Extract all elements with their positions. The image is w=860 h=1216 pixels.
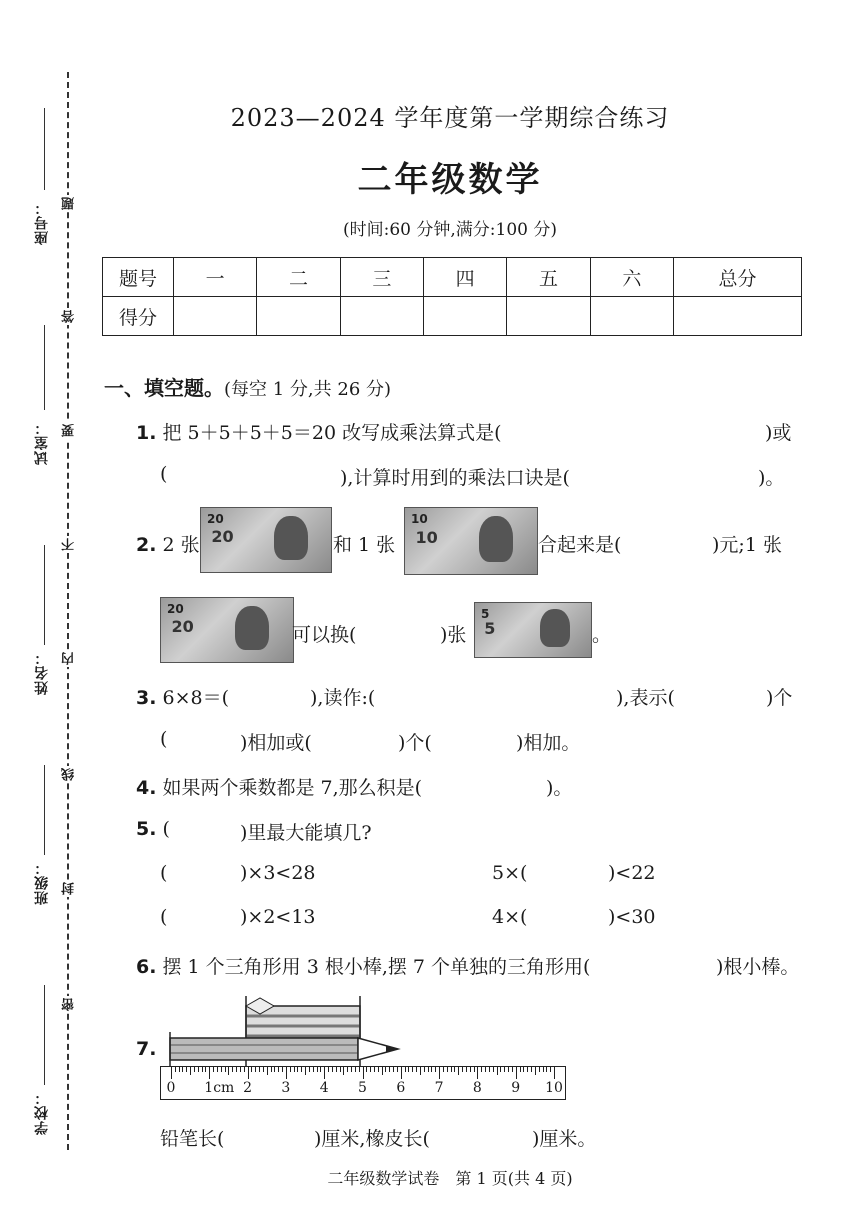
ruler-tick — [221, 1067, 222, 1072]
ruler-tick — [313, 1067, 314, 1072]
ruler-tick — [278, 1067, 279, 1072]
ruler-tick — [378, 1067, 379, 1072]
time-note: (时间:60 分钟,满分:100 分) — [342, 220, 557, 240]
ruler-tick — [294, 1067, 295, 1072]
score-cell: 二 — [257, 258, 340, 297]
ruler-tick — [401, 1067, 402, 1079]
ruler-label: 3 — [281, 1080, 291, 1096]
ruler-label: 2 — [243, 1080, 253, 1096]
ruler-tick — [493, 1067, 494, 1072]
ruler-label: 0 — [166, 1080, 176, 1096]
ruler-tick — [474, 1067, 475, 1072]
q1-text: ),计算时用到的乘法口诀是( — [340, 467, 570, 489]
q3-number: 3. — [136, 687, 157, 709]
q5-item: 5×( — [492, 862, 528, 884]
ruler-tick — [397, 1067, 398, 1072]
score-input-cell[interactable] — [174, 297, 257, 336]
ruler-tick — [546, 1067, 547, 1072]
ruler-tick — [420, 1067, 421, 1075]
ruler-tick — [255, 1067, 256, 1072]
q1-text: ( — [160, 463, 168, 485]
banknote-value: 20 — [167, 602, 184, 616]
score-input-cell[interactable] — [590, 297, 673, 336]
ruler-tick — [240, 1067, 241, 1072]
ruler-tick — [382, 1067, 383, 1075]
ruler-label: 6 — [396, 1080, 406, 1096]
seal-word: 封 — [62, 882, 77, 895]
seal-word: 不 — [62, 538, 77, 551]
ruler-tick — [236, 1067, 237, 1072]
q7-answer: )厘米。 — [532, 1128, 597, 1150]
ruler-tick — [527, 1067, 528, 1072]
ruler-tick — [512, 1067, 513, 1072]
q5-item: )<22 — [608, 862, 656, 884]
ruler-tick — [481, 1067, 482, 1072]
q5-number: 5. — [136, 818, 157, 840]
q6-text: )根小棒。 — [716, 956, 800, 978]
q2-line1 — [136, 530, 200, 557]
ruler-tick — [355, 1067, 356, 1072]
ruler-tick — [363, 1067, 364, 1079]
q5-line — [136, 818, 170, 840]
ruler-tick — [213, 1067, 214, 1072]
q3-line1 — [136, 683, 229, 710]
ruler-tick — [297, 1067, 298, 1072]
exam-room-label: 试室： — [34, 420, 50, 465]
ruler — [160, 1066, 566, 1100]
ruler-label: 9 — [511, 1080, 521, 1096]
ruler-tick — [259, 1067, 260, 1072]
ruler-tick — [228, 1067, 229, 1075]
score-cell: 一 — [174, 258, 257, 297]
section-note: (每空 1 分,共 26 分) — [224, 379, 392, 400]
seal-word: 答 — [62, 310, 77, 323]
score-input-cell[interactable] — [674, 297, 802, 336]
ruler-tick — [370, 1067, 371, 1072]
ruler-tick — [408, 1067, 409, 1072]
ruler-label: 10 — [545, 1080, 563, 1096]
score-cell: 三 — [340, 258, 423, 297]
ruler-tick — [435, 1067, 436, 1072]
ruler-tick — [439, 1067, 440, 1079]
ruler-tick — [340, 1067, 341, 1072]
school-line — [44, 985, 45, 1085]
exam-room-line — [44, 325, 45, 410]
ruler-tick — [309, 1067, 310, 1072]
class-label: 班级： — [34, 860, 50, 905]
ruler-tick — [466, 1067, 467, 1072]
banknote-value: 5 — [484, 619, 496, 639]
ruler-tick — [443, 1067, 444, 1072]
page-footer: 二年级数学试卷 第 1 页(共 4 页) — [327, 1169, 573, 1188]
q1-text: )或 — [765, 422, 792, 444]
ruler-tick — [301, 1067, 302, 1072]
q5-item: )<30 — [608, 906, 656, 928]
ruler-tick — [267, 1067, 268, 1075]
q5-item: ( — [160, 862, 168, 884]
ruler-tick — [232, 1067, 233, 1072]
q2-text: 和 1 张 — [333, 534, 396, 556]
q2-text: )元;1 张 — [712, 534, 782, 556]
ruler-tick — [217, 1067, 218, 1072]
q4-text: )。 — [546, 777, 573, 799]
ruler-tick — [447, 1067, 448, 1072]
ruler-tick — [274, 1067, 275, 1072]
subject-title: 二年级数学 — [357, 160, 543, 200]
ruler-tick — [332, 1067, 333, 1072]
ruler-tick — [535, 1067, 536, 1075]
ruler-tick — [550, 1067, 551, 1072]
banknote-10-image — [404, 507, 538, 575]
q6-line — [136, 952, 590, 979]
banknote-value: 5 — [481, 607, 490, 621]
q5-item: )×2<13 — [240, 906, 316, 928]
ruler-tick — [489, 1067, 490, 1072]
seal-word: 要 — [62, 424, 77, 437]
ruler-tick — [248, 1067, 249, 1079]
ruler-tick — [290, 1067, 291, 1072]
q5-item: )×3<28 — [240, 862, 316, 884]
seal-word: 内 — [62, 652, 77, 665]
ruler-tick — [412, 1067, 413, 1072]
seal-word: 线 — [62, 768, 77, 781]
q7-number: 7. — [136, 1038, 157, 1060]
ruler-tick — [194, 1067, 195, 1072]
ruler-tick — [500, 1067, 501, 1072]
q5-item: ( — [160, 906, 168, 928]
seal-word: 题 — [62, 197, 77, 210]
ruler-tick — [554, 1067, 555, 1079]
score-cell: 总分 — [674, 258, 802, 297]
q4-line — [136, 773, 422, 800]
q1-text: 把 5＋5＋5＋5＝20 改写成乘法算式是( — [162, 422, 502, 444]
q6-number: 6. — [136, 956, 157, 978]
ruler-tick — [186, 1067, 187, 1072]
banknote-20-image — [200, 507, 332, 573]
ruler-tick — [343, 1067, 344, 1075]
ruler-tick — [428, 1067, 429, 1072]
q1-line1 — [136, 418, 502, 445]
ruler-tick — [359, 1067, 360, 1072]
exam-year-title: 2023—2024 学年度第一学期综合练习 — [230, 104, 670, 132]
ruler-tick — [516, 1067, 517, 1079]
ruler-tick — [317, 1067, 318, 1072]
ruler-tick — [504, 1067, 505, 1072]
q7-answer: 铅笔长( — [160, 1128, 225, 1150]
ruler-tick — [462, 1067, 463, 1072]
banknote-5-image — [474, 602, 592, 658]
banknote-value: 20 — [207, 512, 224, 526]
score-cell: 六 — [590, 258, 673, 297]
ruler-tick — [244, 1067, 245, 1072]
score-cell: 题号 — [103, 258, 174, 297]
ruler-label: 5 — [358, 1080, 367, 1096]
section-title: 一、填空题。 — [104, 376, 224, 400]
q3-text: )个 — [766, 687, 793, 709]
banknote-value: 20 — [171, 617, 194, 637]
ruler-tick — [416, 1067, 417, 1072]
q3-text: 6×8＝( — [162, 687, 230, 709]
ruler-tick — [531, 1067, 532, 1072]
ruler-tick — [366, 1067, 367, 1072]
seal-word: 密 — [62, 998, 77, 1011]
seat-number-label: 座号： — [34, 200, 50, 245]
score-cell: 四 — [423, 258, 506, 297]
ruler-label: 8 — [472, 1080, 482, 1096]
banknote-value: 10 — [415, 527, 438, 547]
score-table-header-row — [103, 258, 802, 297]
ruler-tick — [263, 1067, 264, 1072]
ruler-tick — [179, 1067, 180, 1072]
ruler-tick — [393, 1067, 394, 1072]
score-cell: 得分 — [103, 297, 174, 336]
ruler-tick — [198, 1067, 199, 1072]
ruler-tick — [282, 1067, 283, 1072]
ruler-tick — [251, 1067, 252, 1072]
name-line — [44, 545, 45, 645]
name-label: 姓名： — [34, 650, 50, 695]
q1-text: )。 — [758, 467, 785, 489]
score-table-score-row — [103, 297, 802, 336]
ruler-tick — [209, 1067, 210, 1079]
pencil-eraser-figure — [160, 996, 580, 1068]
ruler-label: 4 — [319, 1080, 329, 1096]
ruler-tick — [336, 1067, 337, 1072]
q4-text: 如果两个乘数都是 7,那么积是( — [162, 777, 423, 799]
ruler-tick — [182, 1067, 183, 1072]
score-table — [102, 257, 802, 336]
ruler-tick — [385, 1067, 386, 1072]
ruler-tick — [324, 1067, 325, 1079]
q4-number: 4. — [136, 777, 157, 799]
ruler-tick — [389, 1067, 390, 1072]
q2-text: 。 — [592, 624, 612, 646]
ruler-tick — [175, 1067, 176, 1072]
q3-text: ),读作:( — [310, 687, 376, 709]
ruler-tick — [202, 1067, 203, 1072]
q2-text: 合起来是( — [538, 534, 622, 556]
ruler-tick — [225, 1067, 226, 1072]
school-label: 学校： — [34, 1090, 50, 1135]
ruler-tick — [205, 1067, 206, 1072]
ruler-tick — [497, 1067, 498, 1075]
q6-text: 摆 1 个三角形用 3 根小棒,摆 7 个单独的三角形用( — [162, 956, 591, 978]
ruler-tick — [405, 1067, 406, 1072]
ruler-tick — [320, 1067, 321, 1072]
ruler-tick — [347, 1067, 348, 1072]
q7-answer: )厘米,橡皮长( — [314, 1128, 430, 1150]
ruler-tick — [543, 1067, 544, 1072]
q2-text: )张 — [440, 624, 467, 646]
ruler-tick — [351, 1067, 352, 1072]
ruler-label: 1cm — [204, 1080, 235, 1096]
class-line — [44, 765, 45, 855]
banknote-value: 10 — [411, 512, 428, 526]
score-input-cell[interactable] — [423, 297, 506, 336]
ruler-tick — [271, 1067, 272, 1072]
banknote-value: 20 — [211, 527, 234, 547]
q2-number: 2. — [136, 534, 157, 556]
score-cell: 五 — [507, 258, 590, 297]
q5-text: ( — [162, 818, 170, 840]
banknote-20-image — [160, 597, 294, 663]
ruler-tick — [171, 1067, 172, 1079]
ruler-tick — [470, 1067, 471, 1072]
ruler-tick — [328, 1067, 329, 1072]
ruler-tick — [520, 1067, 521, 1072]
ruler-tick — [190, 1067, 191, 1075]
ruler-tick — [523, 1067, 524, 1072]
q3-text: ( — [160, 728, 168, 750]
ruler-tick — [454, 1067, 455, 1072]
section-heading — [104, 372, 391, 401]
score-input-cell[interactable] — [257, 297, 340, 336]
ruler-tick — [477, 1067, 478, 1079]
ruler-tick — [458, 1067, 459, 1075]
ruler-tick — [286, 1067, 287, 1079]
q2-text: 可以换( — [292, 624, 357, 646]
score-input-cell[interactable] — [507, 297, 590, 336]
q3-text: ),表示( — [616, 687, 675, 709]
ruler-tick — [431, 1067, 432, 1072]
ruler-tick — [539, 1067, 540, 1072]
q1-number: 1. — [136, 422, 157, 444]
q5-text: )里最大能填几? — [240, 822, 372, 844]
ruler-tick — [424, 1067, 425, 1072]
q3-text: )个( — [398, 732, 432, 754]
q5-item: 4×( — [492, 906, 528, 928]
score-input-cell[interactable] — [340, 297, 423, 336]
q2-text: 2 张 — [162, 534, 200, 556]
ruler-tick — [305, 1067, 306, 1075]
ruler-tick — [485, 1067, 486, 1072]
q3-text: )相加或( — [240, 732, 312, 754]
ruler-tick — [508, 1067, 509, 1072]
ruler-tick — [374, 1067, 375, 1072]
ruler-tick — [451, 1067, 452, 1072]
q3-text: )相加。 — [516, 732, 581, 754]
ruler-label: 7 — [434, 1080, 444, 1096]
